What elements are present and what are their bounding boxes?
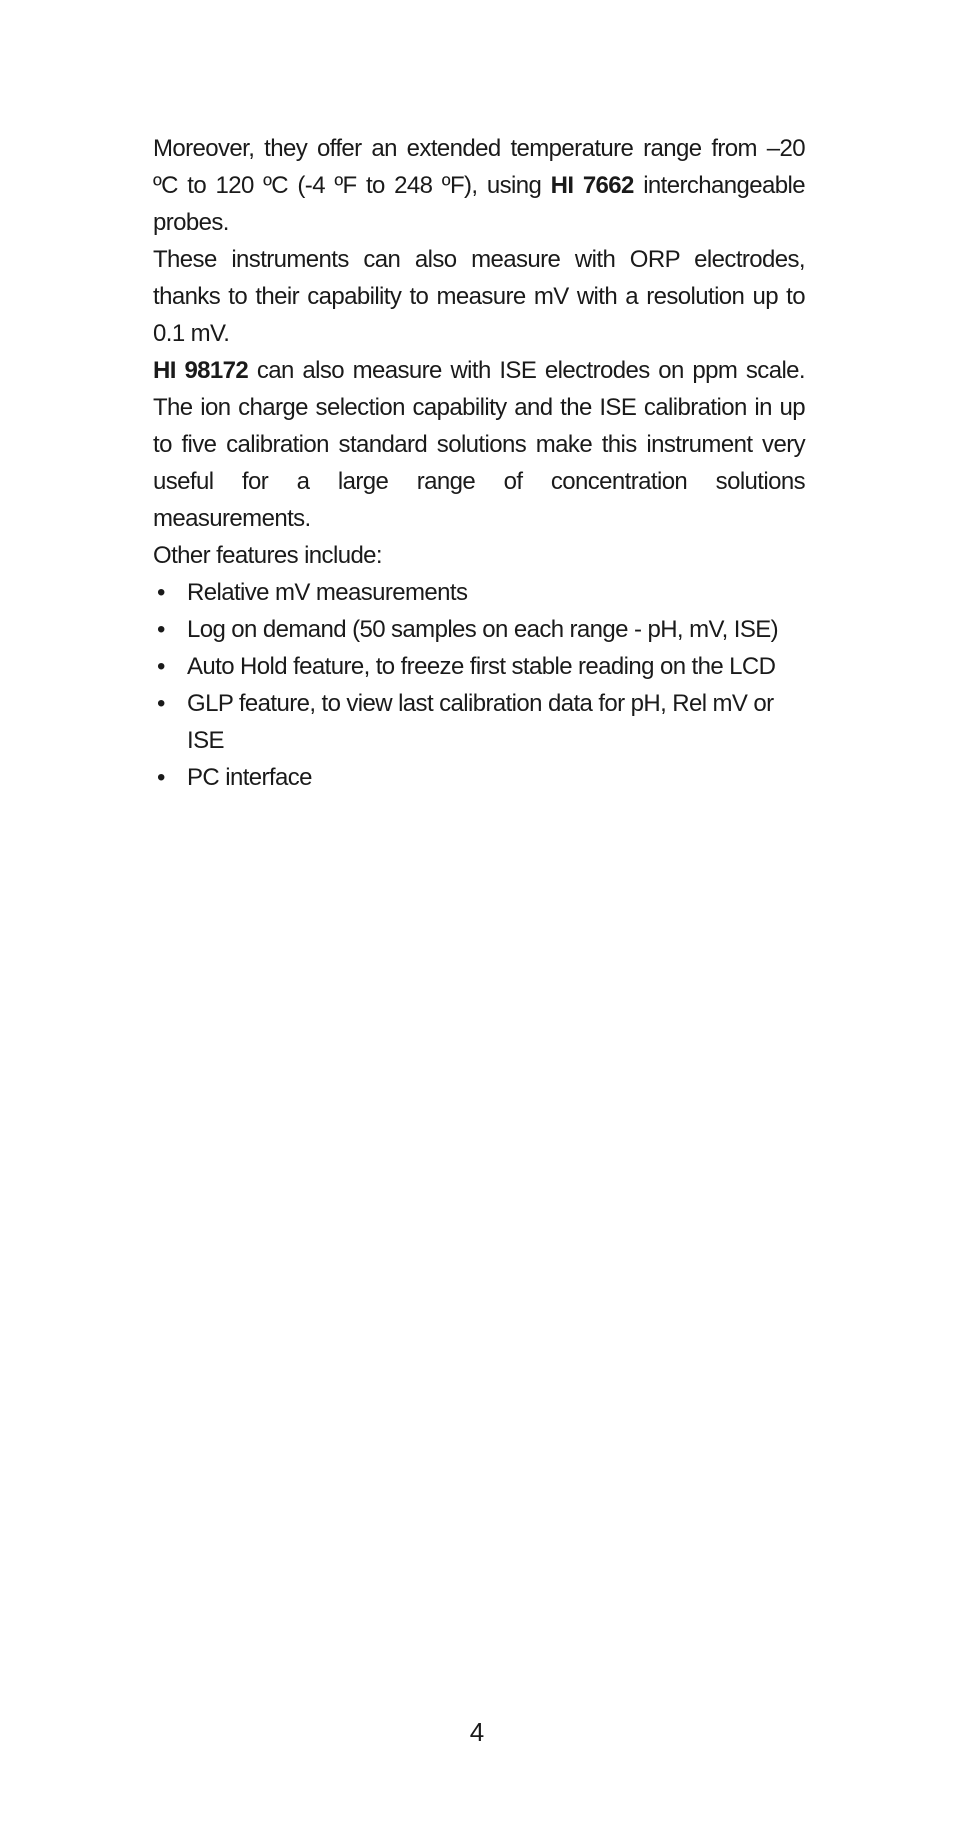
feature-text: Relative mV measurements [187,579,468,606]
bullet-icon: • [157,690,165,717]
feature-text: Auto Hold feature, to freeze first stable reading on the LCD [187,653,776,680]
instrument-model: HI 98172 [153,357,249,384]
feature-text: PC interface [187,764,312,791]
feature-text: GLP feature, to view last calibration data for pH, Rel mV or ISE [187,690,774,754]
page-content [153,130,805,796]
list-item [153,611,805,648]
feature-text: Log on demand (50 samples on each range - pH, mV, ISE) [187,616,779,643]
paragraph-features-intro [153,537,805,574]
paragraph-text: Moreover, they offer an extended temperature range from –20 ºC to 120 ºC (-4 ºF to 248 ºF), using [153,135,805,199]
list-item [153,759,805,796]
feature-list [153,574,805,796]
paragraph-text: can also measure with ISE electrodes on ppm scale. The ion charge selection capability and the ISE calibration in up to five calibration standard solutions make this instrument very useful for a large range of concentration solutions measurements. [153,357,806,532]
paragraph-text: Other features include: [153,542,383,569]
bullet-icon: • [157,653,165,680]
paragraph-text: These instruments can also measure with ORP electrodes, thanks to their capability to measure mV with a resolution up to 0.1 mV. [153,246,805,347]
paragraph-ise [153,352,805,537]
paragraph-orp [153,241,805,352]
list-item [153,574,805,611]
bullet-icon: • [157,764,165,791]
list-item [153,648,805,685]
page-number: 4 [469,1717,485,1747]
list-item [153,685,805,759]
bullet-icon: • [157,579,165,606]
bullet-icon: • [157,616,165,643]
paragraph-temperature-range [153,130,805,241]
probe-model: HI 7662 [550,172,634,199]
paragraph-text: interchangeable probes. [153,172,806,236]
